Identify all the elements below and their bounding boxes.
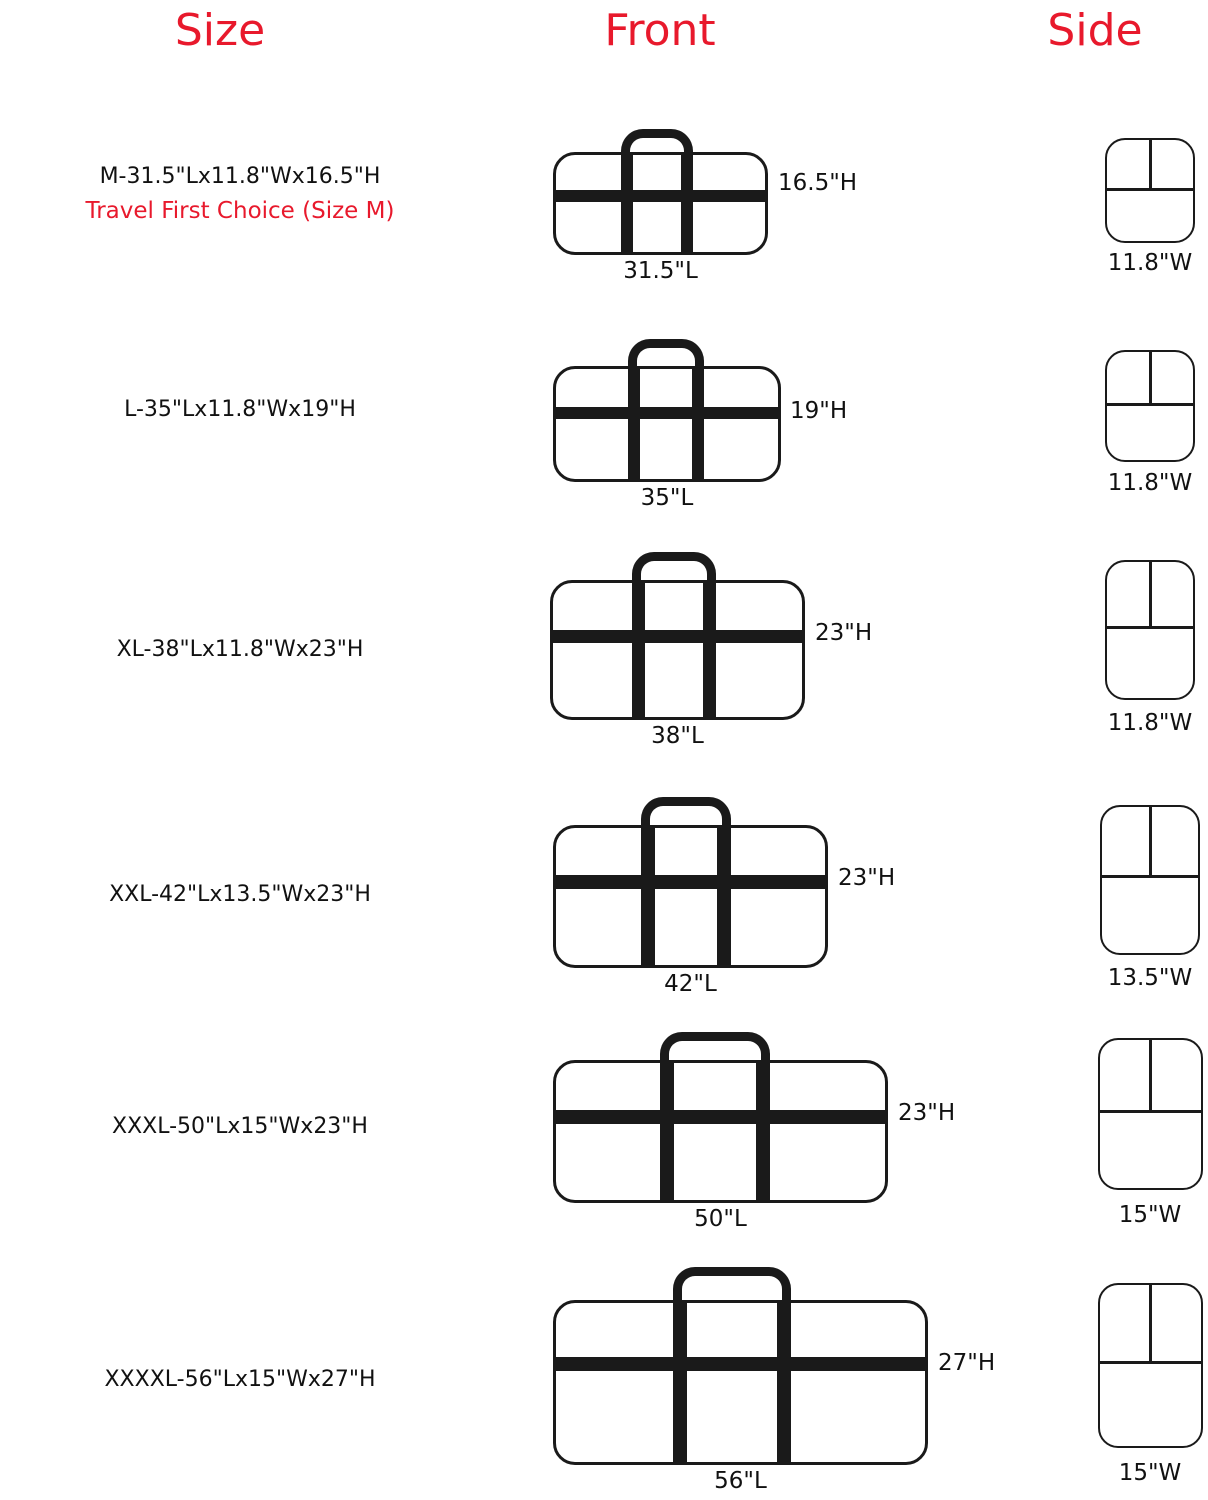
front-length-dimension: 35"L	[640, 485, 694, 511]
bag-strap-horizontal	[553, 875, 828, 889]
bag-strap-vertical-right	[692, 366, 704, 482]
size-text: L-35"Lx11.8"Wx19"H	[124, 397, 356, 422]
side-view-bag	[1098, 1283, 1203, 1448]
side-view-bag	[1098, 1038, 1203, 1190]
front-view-bag	[553, 1275, 928, 1465]
front-height-dimension: 19"H	[790, 398, 848, 424]
column-header-front: Front	[604, 5, 716, 56]
side-divider-vertical	[1149, 1038, 1152, 1110]
size-label-cell	[20, 1112, 460, 1146]
side-view-bag	[1105, 560, 1195, 700]
table-row	[0, 100, 1208, 300]
front-height-dimension: 23"H	[815, 620, 873, 646]
side-width-dimension: 11.8"W	[1107, 250, 1193, 276]
side-divider-vertical	[1149, 805, 1152, 875]
table-row	[0, 1255, 1208, 1500]
size-note: Travel First Choice (Size M)	[85, 198, 395, 224]
front-height-dimension: 23"H	[898, 1100, 956, 1126]
bag-strap-vertical-left	[632, 580, 645, 720]
size-label-cell	[20, 880, 460, 914]
side-view-bag	[1100, 805, 1200, 955]
front-view-bag	[550, 558, 805, 720]
side-divider-horizontal	[1105, 403, 1195, 406]
side-divider-vertical	[1149, 138, 1152, 188]
side-width-dimension: 11.8"W	[1107, 710, 1193, 736]
side-width-dimension: 15"W	[1118, 1460, 1182, 1486]
front-length-dimension: 31.5"L	[623, 258, 698, 284]
bag-body	[553, 1060, 888, 1203]
bag-strap-vertical-right	[717, 825, 731, 968]
bag-strap-horizontal	[553, 1357, 928, 1371]
chart-header	[0, 0, 1208, 70]
bag-body	[553, 366, 781, 482]
front-view-bag	[553, 347, 781, 482]
front-height-dimension: 16.5"H	[778, 170, 858, 196]
bag-body	[553, 1300, 928, 1465]
bag-strap-horizontal	[553, 407, 781, 419]
bag-strap-horizontal	[550, 630, 805, 643]
side-divider-horizontal	[1098, 1110, 1203, 1113]
side-divider-horizontal	[1100, 875, 1200, 878]
bag-strap-vertical-right	[681, 152, 693, 255]
front-length-dimension: 38"L	[651, 723, 704, 749]
side-divider-horizontal	[1105, 626, 1195, 629]
front-view-bag	[553, 1038, 888, 1203]
bag-strap-vertical-left	[673, 1300, 687, 1465]
size-text: M-31.5"Lx11.8"Wx16.5"H	[99, 164, 381, 189]
bag-body	[550, 580, 805, 720]
size-text: XXXL-50"Lx15"Wx23"H	[112, 1114, 368, 1139]
size-label-cell	[20, 1365, 460, 1399]
side-divider-horizontal	[1098, 1361, 1203, 1364]
front-length-dimension: 42"L	[664, 971, 717, 997]
table-row	[0, 1020, 1208, 1250]
bag-strap-vertical-left	[641, 825, 655, 968]
size-label-cell	[20, 635, 460, 669]
column-header-size: Size	[174, 5, 266, 56]
bag-strap-vertical-right	[777, 1300, 791, 1465]
bag-strap-horizontal	[553, 190, 768, 202]
side-divider-vertical	[1149, 350, 1152, 403]
bag-strap-vertical-right	[703, 580, 716, 720]
bag-body	[553, 825, 828, 968]
size-text: XXL-42"Lx13.5"Wx23"H	[109, 882, 371, 907]
size-text: XL-38"Lx11.8"Wx23"H	[116, 637, 364, 662]
front-view-bag	[553, 135, 768, 255]
bag-body	[553, 152, 768, 255]
front-height-dimension: 23"H	[838, 865, 896, 891]
side-view-bag	[1105, 350, 1195, 462]
size-text: XXXXL-56"Lx15"Wx27"H	[104, 1367, 376, 1392]
front-view-bag	[553, 803, 828, 968]
bag-strap-vertical-left	[660, 1060, 674, 1203]
side-width-dimension: 13.5"W	[1107, 965, 1193, 991]
size-label-cell	[20, 162, 460, 226]
side-divider-vertical	[1149, 560, 1152, 626]
bag-handle	[673, 1267, 791, 1317]
side-width-dimension: 11.8"W	[1107, 470, 1193, 496]
front-height-dimension: 27"H	[938, 1350, 996, 1376]
size-label-cell	[20, 395, 460, 429]
bag-strap-vertical-right	[756, 1060, 770, 1203]
table-row	[0, 315, 1208, 525]
front-length-dimension: 56"L	[714, 1468, 767, 1494]
side-divider-horizontal	[1105, 188, 1195, 191]
front-length-dimension: 50"L	[694, 1206, 747, 1232]
table-row	[0, 785, 1208, 1015]
bag-handle	[660, 1032, 770, 1078]
bag-strap-vertical-left	[621, 152, 633, 255]
table-row	[0, 540, 1208, 770]
side-view-bag	[1105, 138, 1195, 243]
bag-strap-vertical-left	[628, 366, 640, 482]
side-width-dimension: 15"W	[1118, 1202, 1182, 1228]
side-divider-vertical	[1149, 1283, 1152, 1361]
bag-strap-horizontal	[553, 1110, 888, 1124]
column-header-side: Side	[1047, 5, 1143, 56]
